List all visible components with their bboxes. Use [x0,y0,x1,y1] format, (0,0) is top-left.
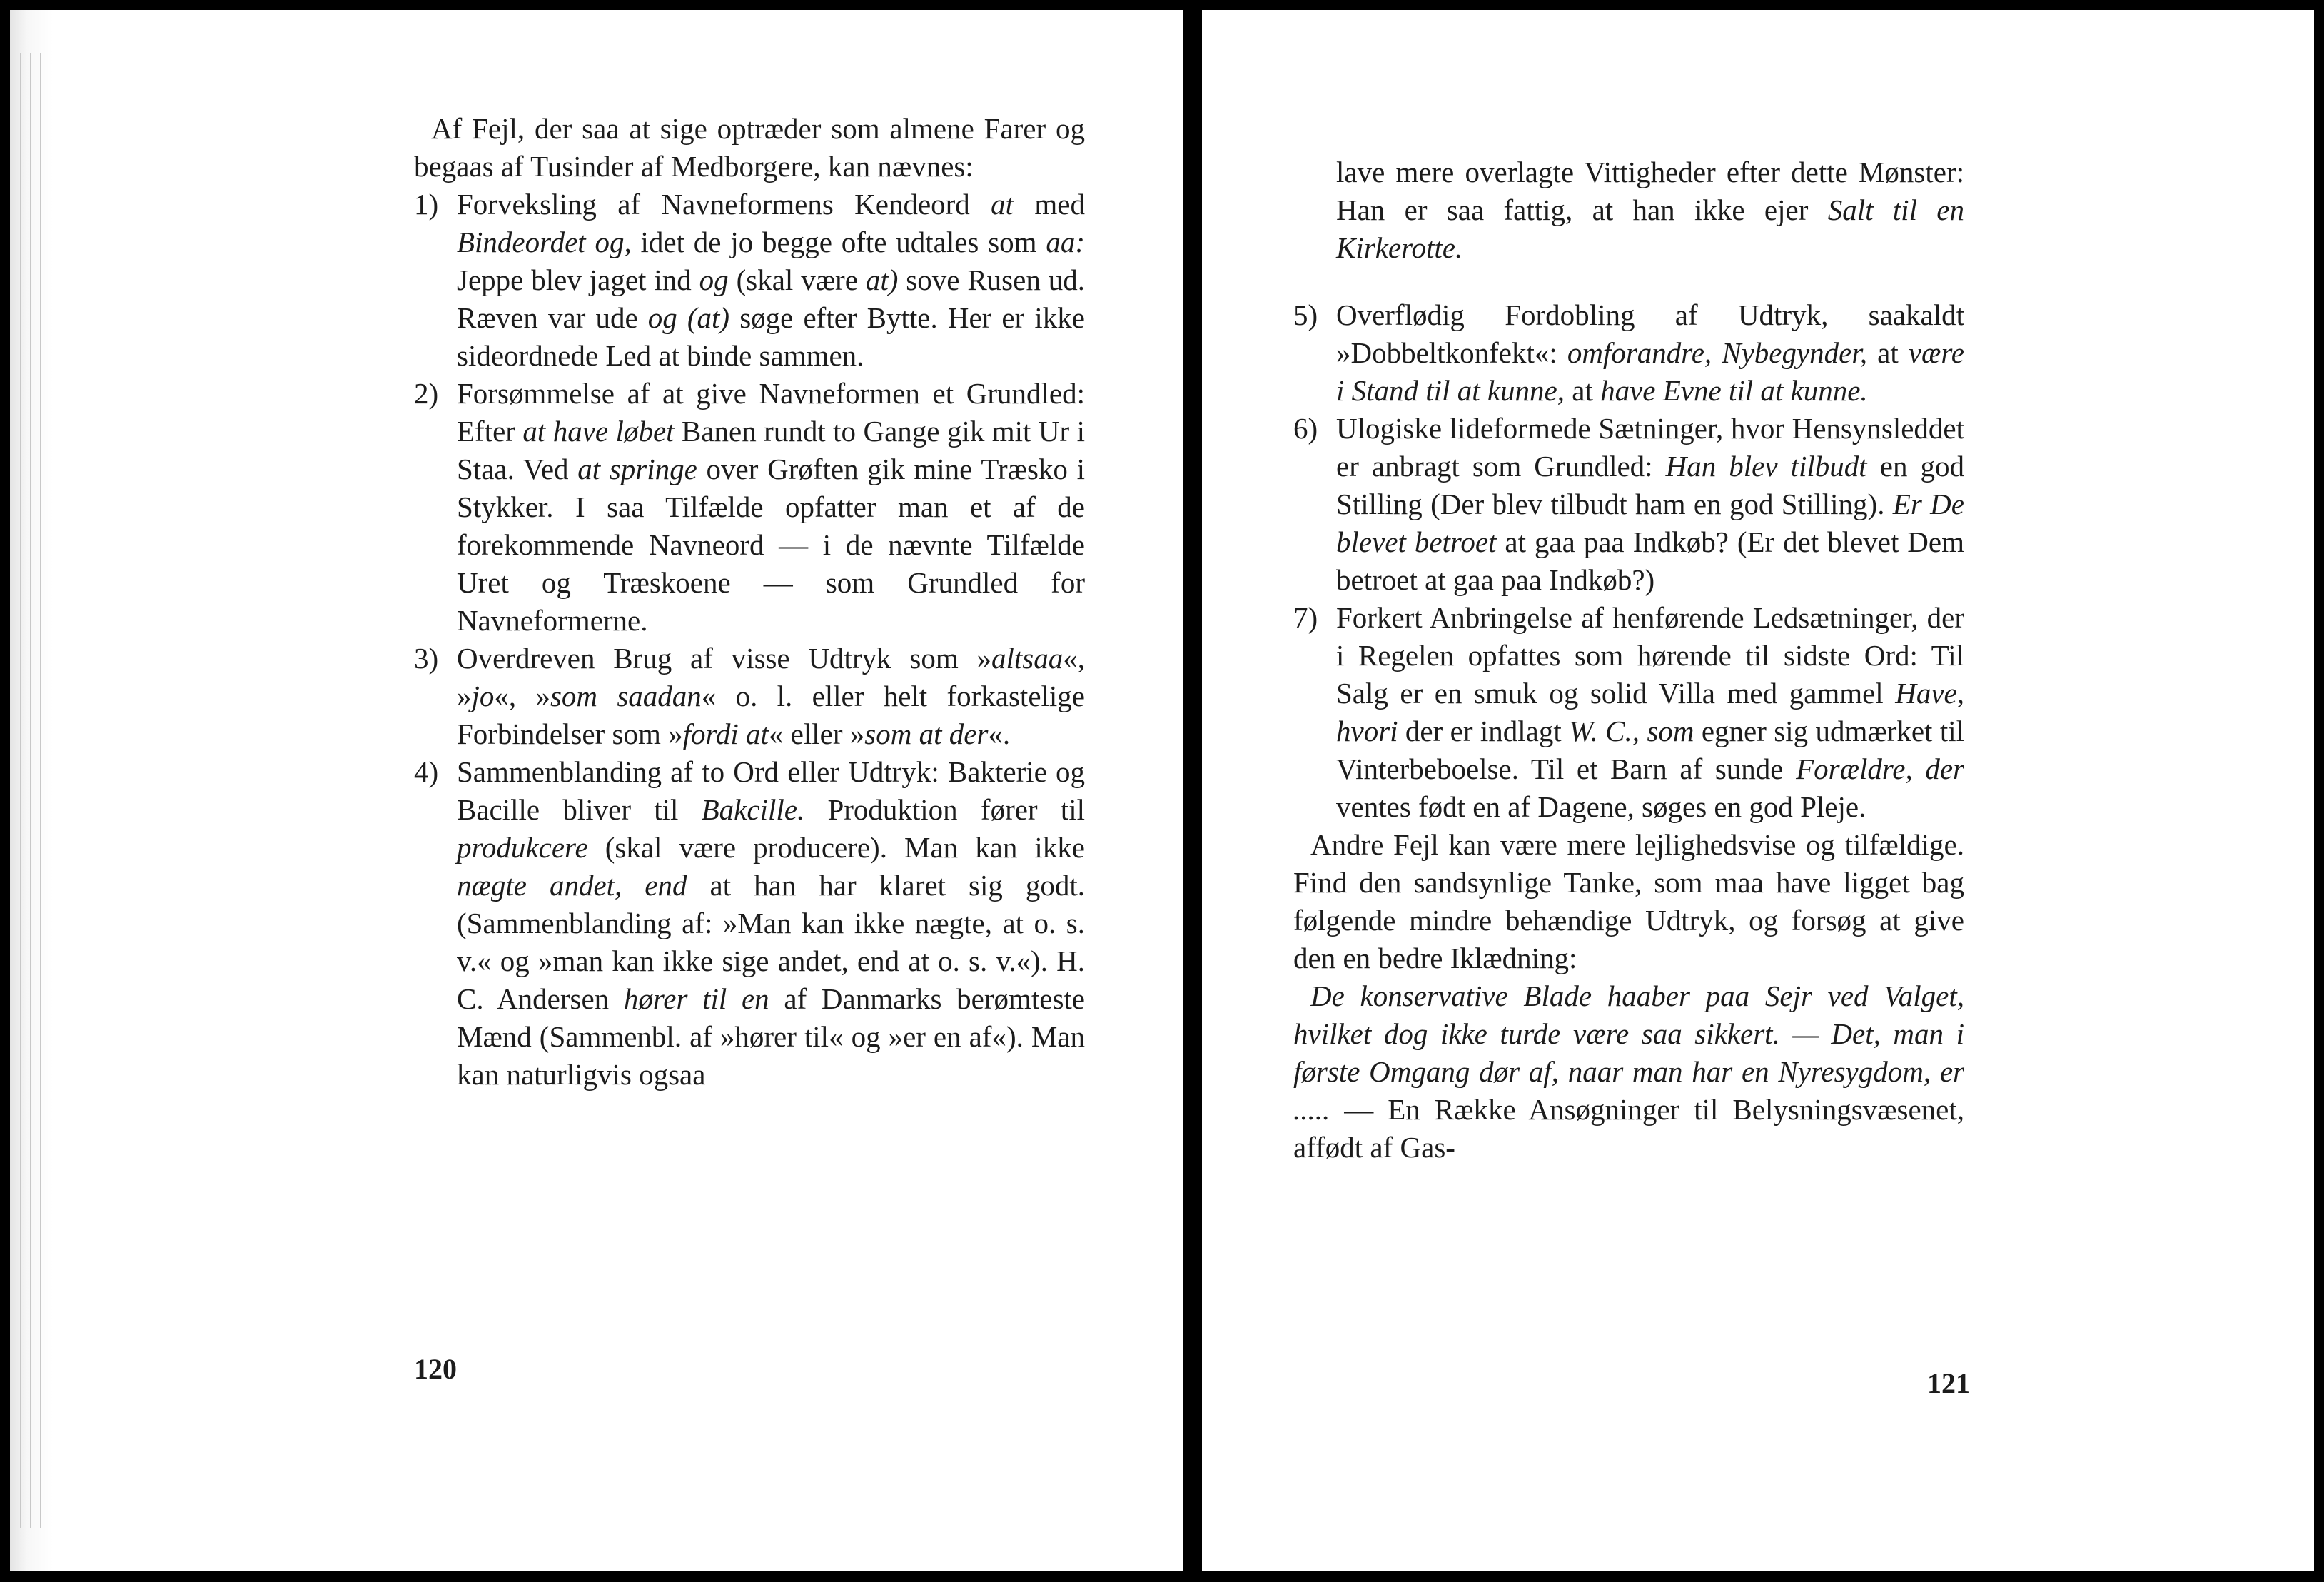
text-run: « eller » [768,717,865,750]
italic-text: jo [471,680,495,712]
italic-text: Er De blevet betroet [1336,488,1964,558]
continuation-text [1336,153,1964,267]
text-run: at han har klaret sig godt. (Sammenblanding af: »Man kan ikke nægte, at o. s. v.« og »man kan ikke sige andet, end at o. s. v.«). H. C. Andersen [457,869,1085,1015]
text-run: Forsømmelse af at give Navneformen et Grundled: Efter [457,377,1085,448]
list-item-text [457,375,1085,640]
italic-text: at springe [577,453,697,485]
text-run: «, » [457,642,1085,712]
list-item-text [1336,296,1964,410]
text-run: Sammenblanding af to Ord eller Udtryk: Bakterie og Bacille bliver til [457,755,1085,826]
list-item-number: 2) [414,377,439,410]
text-run: Banen rundt to Gange gik mit Ur i Staa. Ved [457,415,1085,485]
italic-text: være i Stand til at kunne, [1336,336,1964,407]
list-item-number: 4) [414,755,439,788]
italic-text: som saadan [550,680,702,712]
body-paragraph: Andre Fejl kan være mere lejlighedsvise og tilfældige. Find den sandsynlige Tanke, som maa have ligget bag følgende mindre behændige Udtryk, og forsøg at give den en bedre Iklædning: [1293,828,1964,974]
text-run: med [1014,188,1085,221]
page-number: 121 [1927,1367,1970,1399]
list-item-text [457,186,1085,375]
page-edge-shadow [10,10,53,1571]
italic-text: altsaa [991,642,1064,675]
italic-text: at have løbet [522,415,675,448]
italic-text: og [699,263,729,296]
example-sentences [1293,977,1964,1167]
italic-text: Forældre, der [1796,752,1964,785]
numbered-list [414,186,1085,1094]
italic-text: De konservative Blade haaber paa Sejr ved Valget, hvilket dog ikke turde være saa sikkert. — Det, man i første Omgang dør af, naar man har en Nyresygdom, er ..... [1293,979,1964,1126]
text-run: — En Række Ansøgninger til Belysningsvæsenet, affødt af Gas- [1293,1093,1964,1164]
left-text-block [414,110,1085,1094]
text-run: Produktion fører til [804,793,1085,826]
list-item-text [457,753,1085,1094]
italic-text: hører til en [623,982,769,1015]
italic-text: som at der [864,717,989,750]
text-run: der er indlagt [1398,715,1570,747]
right-text-block [1293,124,1964,1167]
text-run: (skal være producere). Man kan ikke [587,831,1085,864]
text-run: egner sig udmærket til Vinterbeboelse. Til et Barn af sunde [1336,715,1964,785]
intro-paragraph: Af Fejl, der saa at sige optræder som almene Farer og begaas af Tusinder af Medborgere, kan nævnes: [414,112,1085,183]
text-run: at gaa paa Indkøb? (Er det blevet Dem betroet at gaa paa Indkøb?) [1336,525,1964,596]
list-item [414,375,1085,640]
text-run: at [1867,336,1909,369]
text-run: sove Rusen ud. Ræven var ude [457,263,1086,334]
text-run: Forkert Anbringelse af henførende Ledsætninger, der i Regelen opfattes som hørende til sidste Ord: Til Salg er en smuk og solid Villa med gammel [1336,601,1964,710]
text-run: lave mere overlagte Vittigheder efter dette Mønster: Han er saa fattig, at han ikke ejer [1336,156,1964,226]
italic-text: at [991,188,1014,221]
text-run: af Danmarks berømteste Mænd (Sammenbl. af »hører til« og »er en af«). Man kan naturligvis ogsaa [457,982,1085,1091]
list-item [414,186,1085,375]
text-run: Jeppe blev jaget ind [457,263,699,296]
page-edge-line [30,53,31,1528]
list-item [414,640,1085,753]
list-item-number: 5) [1293,298,1318,331]
left-page [10,10,1183,1571]
page-number: 120 [414,1353,457,1385]
list-item [1293,296,1964,410]
italic-text: produkcere [457,831,588,864]
text-run: « o. l. eller helt forkastelige Forbindelser som » [457,680,1085,750]
text-run: Overdreven Brug af visse Udtryk som » [457,642,991,675]
text-run: over Grøften gik mine Træsko i Stykker. I saa Tilfælde opfatter man et af de forekommende Navneord — i de nævnte Tilfælde Uret og Træskoene — som Grundled for Navneformerne. [457,453,1085,637]
text-run: (skal være [728,263,866,296]
italic-text: have Evne til at kunne. [1600,374,1868,407]
italic-text: Salt til en Kirkerotte. [1336,193,1964,264]
list-item [414,753,1085,1094]
text-run: «. [988,717,1011,750]
italic-text: Have, hvori [1336,677,1964,747]
list-item [1293,599,1964,826]
text-run: idet de jo begge ofte udtales som [631,226,1046,258]
text-run: «, » [494,680,550,712]
list-item-text [457,640,1085,753]
list-item-text [1336,599,1964,826]
italic-text: at) [865,263,899,296]
text-run: Ulogiske lideformede Sætninger, hvor Hensynsleddet er anbragt som Grundled: [1336,412,1964,483]
list-item-text [1336,410,1964,599]
list-item-number: 3) [414,642,439,675]
text-run: søge efter Bytte. Her er ikke sideordnede Led at binde sammen. [457,301,1085,372]
list-item [1293,410,1964,599]
italic-text: omforandre, Nybegynder, [1567,336,1868,369]
text-run: en god Stilling (Der blev tilbudt ham en god Stilling). [1336,450,1964,520]
italic-text: nægte andet, end [457,869,687,902]
italic-text: W. C., som [1569,715,1694,747]
italic-text: fordi at [682,717,769,750]
italic-text: Bakcille. [701,793,805,826]
text-run: Overflødig Fordobling af Udtryk, saakaldt »Dobbeltkonfekt«: [1336,298,1964,369]
text-run: at [1565,374,1601,407]
text-run: Forveksling af Navneformens Kendeord [457,188,991,221]
page-edge-line [20,53,21,1528]
italic-text: Bindeordet og, [457,226,632,258]
right-page [1202,10,2314,1571]
page-edge-line [40,53,41,1528]
italic-text: Han blev tilbudt [1665,450,1867,483]
list-item-number: 1) [414,188,439,221]
numbered-list [1293,296,1964,826]
list-item-number: 7) [1293,601,1318,634]
italic-text: og (at) [647,301,730,334]
list-item-number: 6) [1293,412,1318,445]
text-run: ventes født en af Dagene, søges en god Pleje. [1336,790,1866,823]
italic-text: aa: [1046,226,1086,258]
